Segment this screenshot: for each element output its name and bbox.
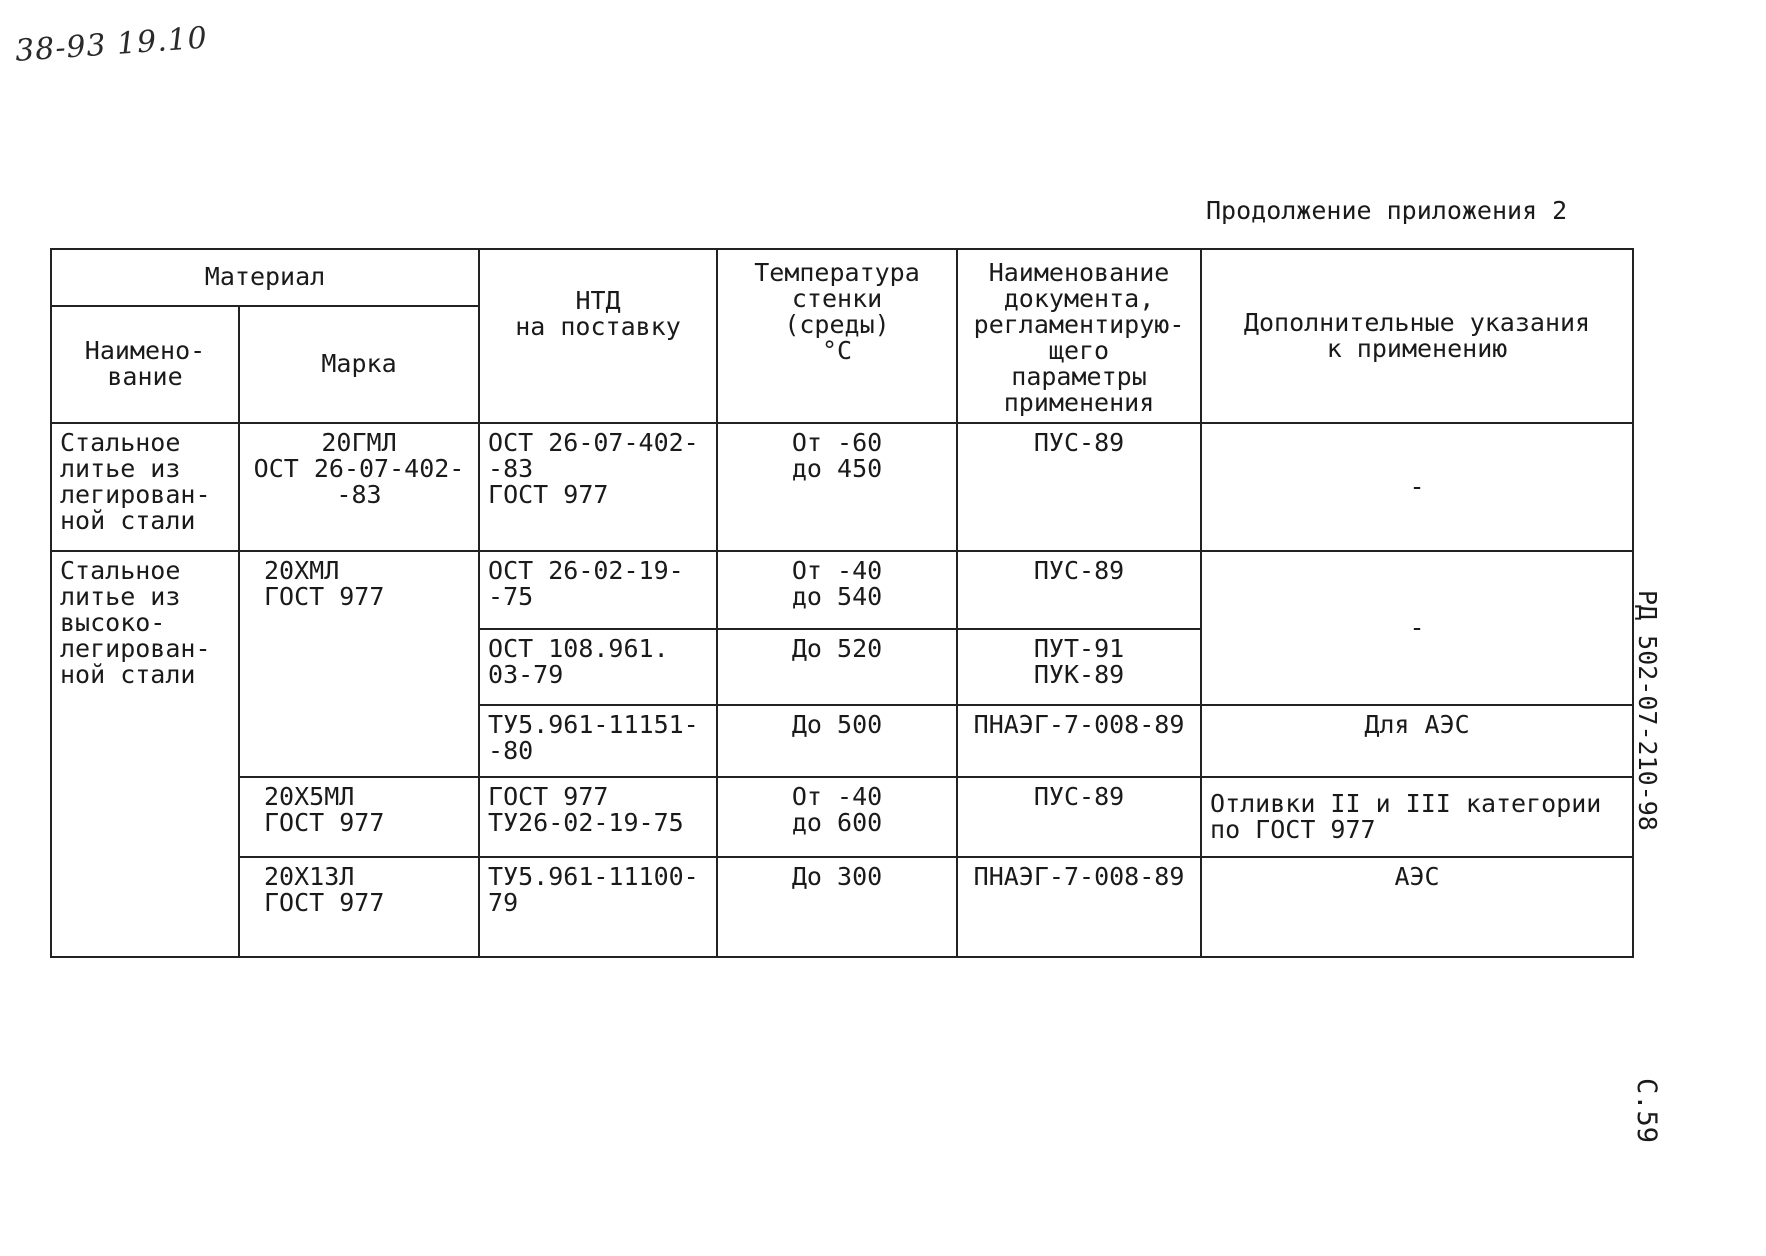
temperature-cell: От -40 до 600 [717,777,957,857]
table-row [51,423,1633,551]
header-name: Наимено- вание [51,306,239,423]
document-cell: ПУС-89 [957,423,1201,551]
header-temperature: Температура стенки (среды) °С [717,249,957,423]
material-name: Стальное литье из высоко- легирован- ной стали [51,551,239,957]
material-grade: 20ХМЛ ГОСТ 977 [239,551,479,777]
temperature-cell: От -60 до 450 [717,423,957,551]
material-grade: 20Х13Л ГОСТ 977 [239,857,479,957]
material-grade: 20Х5МЛ ГОСТ 977 [239,777,479,857]
ntd-cell: ОСТ 26-02-19- -75 [479,551,717,629]
notes-cell: - [1201,423,1633,551]
notes-cell: АЭС [1201,857,1633,957]
document-cell: ПУС-89 [957,777,1201,857]
ntd-cell: ТУ5.961-11151- -80 [479,705,717,777]
ntd-cell: ОСТ 108.961. 03-79 [479,629,717,705]
ntd-cell: ГОСТ 977 ТУ26-02-19-75 [479,777,717,857]
table-row [51,777,1633,857]
temperature-cell: От -40 до 540 [717,551,957,629]
materials-table [50,248,1634,958]
material-name: Стальное литье из легирован- ной стали [51,423,239,551]
header-document: Наименование документа, регламентирую- щего параметры применения [957,249,1201,423]
ntd-cell: ОСТ 26-07-402- -83 ГОСТ 977 [479,423,717,551]
document-cell: ПУС-89 [957,551,1201,629]
table-row [51,857,1633,957]
header-material: Материал [51,249,479,306]
document-cell: ПНАЭГ-7-008-89 [957,857,1201,957]
notes-cell: - [1201,551,1633,705]
notes-cell: Отливки II и III категории по ГОСТ 977 [1201,777,1633,857]
temperature-cell: До 500 [717,705,957,777]
ntd-cell: ТУ5.961-11100- 79 [479,857,717,957]
document-cell: ПНАЭГ-7-008-89 [957,705,1201,777]
header-grade: Марка [239,306,479,423]
document-cell: ПУТ-91 ПУК-89 [957,629,1201,705]
table-row [51,551,1633,629]
handwritten-note: 38-93 19.10 [14,20,209,69]
appendix-caption: Продолжение приложения 2 [1206,196,1568,225]
material-grade: 20ГМЛ ОСТ 26-07-402- -83 [239,423,479,551]
notes-cell: Для АЭС [1201,705,1633,777]
page-number: С.59 [1631,1078,1662,1144]
temperature-cell: До 300 [717,857,957,957]
document-code: РД 502-07-210-98 [1633,590,1662,831]
header-ntd: НТД на поставку [479,249,717,423]
header-notes: Дополнительные указания к применению [1201,249,1633,423]
temperature-cell: До 520 [717,629,957,705]
